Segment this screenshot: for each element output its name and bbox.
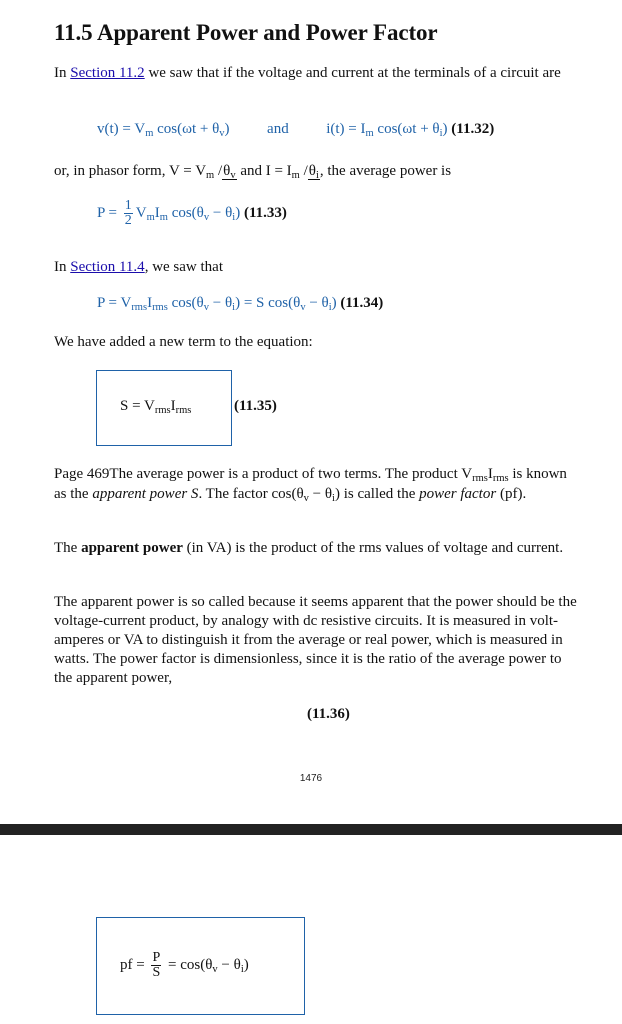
section-11-4-paragraph: In Section 11.4, we saw that [54,259,223,275]
section-heading: 11.5 Apparent Power and Power Factor [54,20,438,45]
added-term-paragraph: We have added a new term to the equation: [54,334,313,350]
apparent-power-definition: The apparent power (in VA) is the product of the rms values of voltage and current. [54,540,564,556]
next-page [0,835,622,1024]
and-word: and [267,121,289,137]
page-divider [0,824,622,835]
power-factor-equation: pf = $\frac{P}{S}$ = $\cos(\theta_v - \theta_i)$ [120,950,249,980]
section-11-4-link[interactable]: Section 11.4 [70,259,145,275]
equation-11-36-number: (11.36) [307,706,350,722]
p-over-s-fraction: $\frac{P}{S}$ [152,950,161,980]
equation-number: (11.32) [451,121,495,137]
page-469-paragraph: Page 469The average power is a product of two terms. The product $V_{rms}I_{rms}$ is known as the apparent power S. The factor $\cos(\theta_v - \theta_i)$ is called the power factor (pf). [54,466,567,504]
equation-11-34: $P = V_{rms}I_{rms}$ $\cos(\theta_v - \theta_i) = S$ $\cos(\theta_v - \theta_i)$ (11.34) [97,295,384,313]
equation-11-35-number: (11.35) [234,398,277,414]
equation-number: (11.34) [340,295,384,311]
phasor-paragraph: or, in phasor form, $V = V_m$ $/\theta_v$ and $I = I_m$ $/\theta_i$, the average power is [54,163,452,181]
section-11-2-link[interactable]: Section 11.2 [70,65,145,81]
equation-number: (11.33) [243,204,287,221]
one-half-fraction: $\frac{1}{2}$ [124,198,132,228]
equation-11-33: P = $\frac{1}{2}$ $V_mI_m$ $\cos(\theta_v - \theta_i)$ (11.33) [97,198,287,228]
equation-11-32: $v(t) = V_m$ $\cos(\omega t + \theta_v)$ and $i(t) = I_m$ $\cos(\omega t + \theta_i)$ (11.32) [97,121,495,139]
equation-11-35: $S = V_{rms}I_{rms}$ [120,398,192,416]
explanation-paragraph: The apparent power is so called because it seems apparent that the power should be the voltage-current product, by analogy with dc resistive circuits. It is measured in volt-amperes or VA to distinguish it from the average or real power, which is measured in watts. The power factor is dimensionless, since it is the ratio of the average power to the apparent power, [54,594,577,686]
intro-paragraph: In Section 11.2 we saw that if the voltage and current at the terminals of a circuit are [54,65,561,81]
page-number: 1476 [299,773,323,784]
